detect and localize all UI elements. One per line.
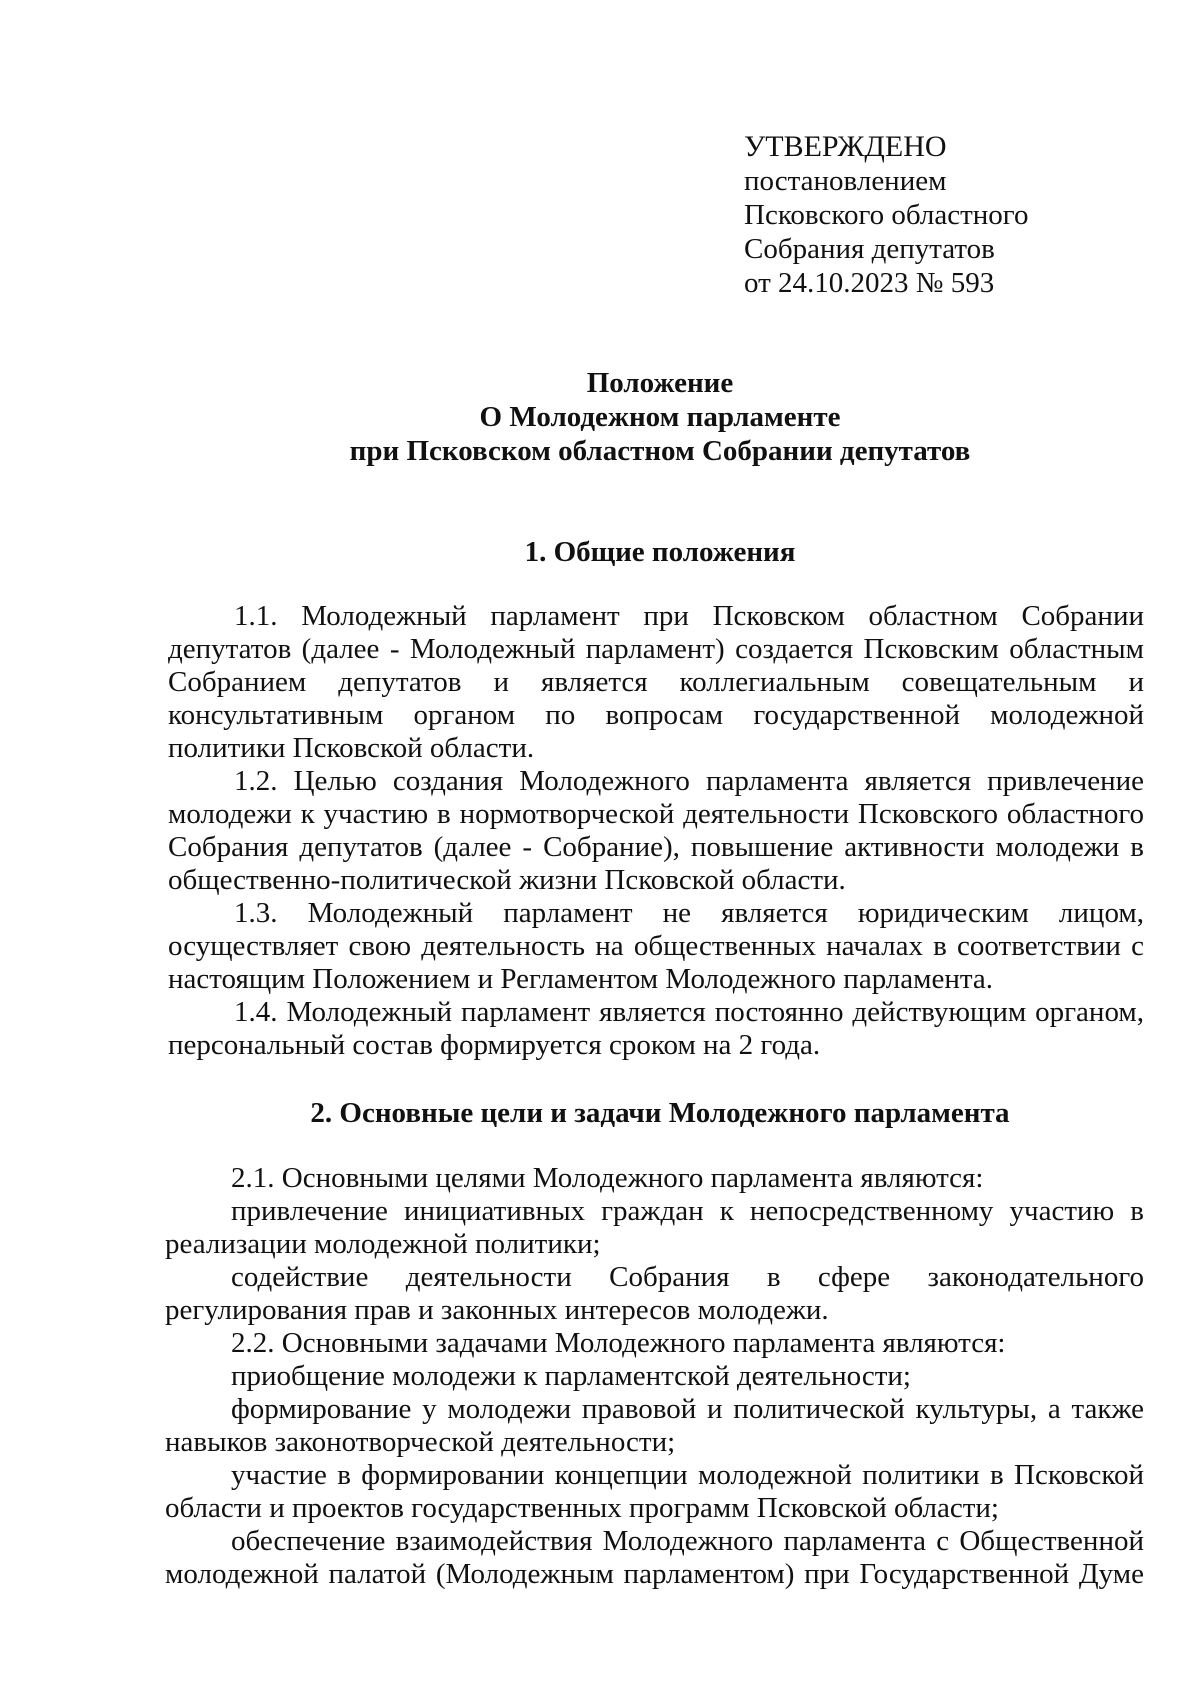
- approval-heading: УТВЕРЖДЕНО: [744, 130, 947, 163]
- title-line: Положение: [586, 367, 734, 399]
- approval-date-number: от 24.10.2023 № 593: [744, 267, 995, 299]
- paragraph: 1.4. Молодежный парламент является постоянно действующим органом, персональный состав формируется сроком на 2 года.: [168, 996, 1144, 1061]
- paragraph: 2.1. Основными целями Молодежного парламента являются:: [231, 1162, 984, 1194]
- paragraph: привлечение инициативных граждан к непосредственному участию в реализации молодежной политики;: [165, 1195, 1144, 1260]
- approval-line: постановлением: [744, 165, 947, 197]
- section-heading: 1. Общие положения: [524, 536, 796, 568]
- paragraph: приобщение молодежи к парламентской деятельности;: [231, 1360, 911, 1392]
- title-line: О Молодежном парламенте: [479, 401, 841, 433]
- section-body: [165, 1162, 1144, 1591]
- paragraph: содействие деятельности Собрания в сфере законодательного регулирования прав и законных интересов молодежи.: [165, 1261, 1144, 1326]
- paragraph: формирование у молодежи правовой и политической культуры, а также навыков законотворческой деятельности;: [165, 1393, 1144, 1458]
- paragraph: 1.1. Молодежный парламент при Псковском областном Собрании депутатов (далее - Молодежный парламент) создается Псковским областным Собранием депутатов и является коллегиальным совещательным и консультативным органом по вопросам государственной молодежной политики Псковской области.: [168, 600, 1144, 764]
- section-heading: 2. Основные цели и задачи Молодежного парламента: [310, 1097, 1010, 1129]
- approval-line: Собрания депутатов: [744, 233, 995, 265]
- title-line: при Псковском областном Собрании депутатов: [349, 435, 971, 467]
- paragraph: участие в формировании концепции молодежной политики в Псковской области и проектов государственных программ Псковской области;: [165, 1459, 1144, 1524]
- paragraph: 1.2. Целью создания Молодежного парламента является привлечение молодежи к участию в нормотворческой деятельности Псковского областного Собрания депутатов (далее - Собрание), повышение активности молодежи в общественно-политической жизни Псковской области.: [168, 765, 1144, 896]
- document-title: [160, 366, 1160, 468]
- paragraph: 1.3. Молодежный парламент не является юридическим лицом, осуществляет свою деятельность на общественных началах в соответствии с настоящим Положением и Регламентом Молодежного парламента.: [168, 897, 1144, 995]
- section-body: [168, 600, 1144, 1062]
- paragraph: 2.2. Основными задачами Молодежного парламента являются:: [231, 1327, 1006, 1359]
- paragraph: обеспечение взаимодействия Молодежного парламента с Общественной молодежной палатой (Молодежным парламентом) при Государственной Думе: [165, 1525, 1144, 1590]
- approval-stamp: [744, 130, 1028, 300]
- approval-line: Псковского областного: [744, 199, 1029, 231]
